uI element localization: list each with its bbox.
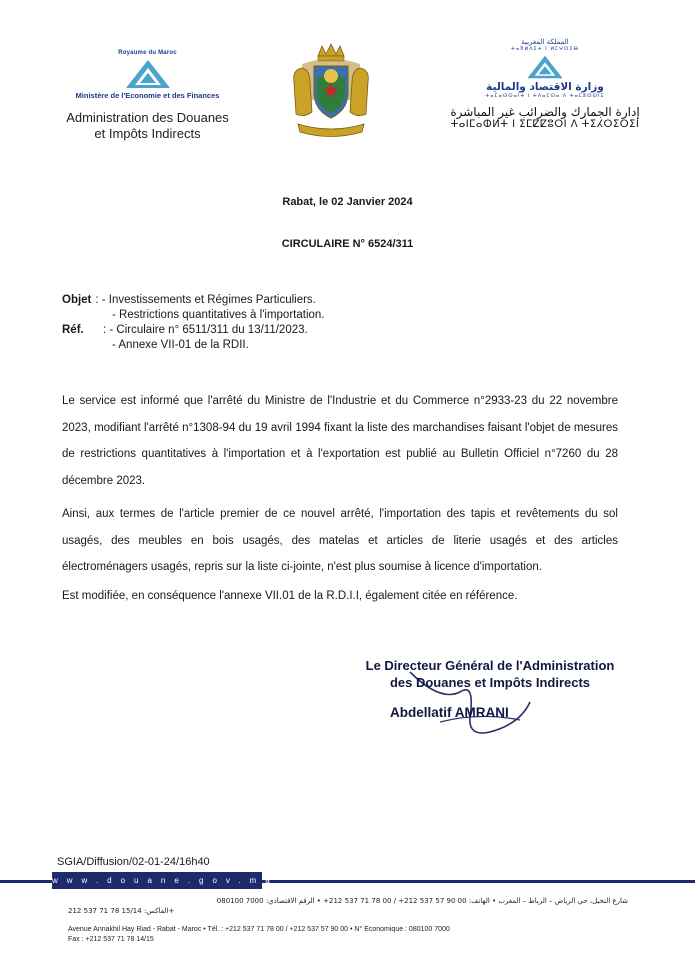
header-right bbox=[440, 38, 650, 130]
ministry-label-arabic: وزارة الاقتصاد والمالية bbox=[486, 81, 604, 93]
ref-line-2: - Annexe VII-01 de la RDII. bbox=[112, 339, 249, 351]
body-paragraph-2: Ainsi, aux termes de l'article premier de ce nouvel arrêté, l'importation des tapis et revêtements du sol usagés, des meubles en bois usagés, des matelas et articles de literie usagés et des articles électroménagers usagés, repris sur la liste ci-jointe, n'est plus soumise à licence d'importation. bbox=[62, 508, 618, 573]
footer-address bbox=[68, 896, 628, 945]
ref-label: Réf. bbox=[62, 324, 84, 336]
objet-line-1: : - Investissements et Régimes Particuliers. bbox=[95, 294, 316, 306]
date-line: Rabat, le 02 Janvier 2024 bbox=[282, 196, 413, 208]
coat-of-arms-icon bbox=[288, 42, 374, 142]
customs-logo-icon bbox=[125, 59, 171, 89]
address-french-line-1: Avenue Annakhil Hay Riad - Rabat - Maroc • Tél. : +212 537 71 78 00 / +212 537 57 90 00 • N° Economique : 080100 7000 bbox=[68, 926, 450, 933]
address-french-line-2: Fax : +212 537 71 78 14/15 bbox=[68, 936, 154, 943]
circular-title: CIRCULAIRE N° 6524/311 bbox=[281, 238, 414, 250]
body-paragraph-1: Le service est informé que l'arrêté du Ministre de l'Industrie et du Commerce n°2933-23 du 22 novembre 2023, modifiant l'arrêté n°1308-94 du 19 avril 1994 fixant la liste des marchandises faisant l'objet de mesures de restrictions quantitatives à l'importation et à l'exportation est publié au Bulletin Officiel n°7260 du 28 décembre 2023. bbox=[62, 395, 618, 487]
ministry-label-tifinagh: ⵜⴰⵎⴰⵙⵙⴰⵏⵜ ⵏ ⵜⴷⴰⵎⵙⴰ ⴷ ⵜⴰⵎⵓⵙⵙⵏⵉ bbox=[485, 93, 605, 99]
admin-label-arabic: إدارة الجمارك والضرائب غير المباشرة bbox=[450, 105, 640, 119]
signatory-title-1: Le Directeur Général de l'Administration bbox=[365, 658, 615, 673]
admin-line-2: et Impôts Indirects bbox=[94, 126, 201, 141]
signatory-name: Abdellatif AMRANI bbox=[390, 705, 509, 720]
admin-label-tifinagh: ⵜⴰⵏⵎⴰⵀⵍⵜ ⵏ ⵉⵎⵇⵇⵓⵔⵏ ⴷ ⵜⵉⵃⵔⵉⵔⵉⵏ bbox=[450, 119, 640, 130]
admin-line-1: Administration des Douanes bbox=[66, 110, 229, 125]
ministry-label: Ministère de l'Economie et des Finances bbox=[75, 91, 220, 100]
subject-reference-block bbox=[62, 293, 324, 353]
body-paragraph-3: Est modifiée, en conséquence l'annexe VII.01 de la R.D.I.I, également citée en référence. bbox=[62, 590, 518, 602]
kingdom-label-tifinagh: ⵜⴰⴳⵍⴷⵉⵜ ⵏ ⵍⵎⵖⵔⵉⴱ bbox=[511, 46, 579, 52]
kingdom-label: Royaume du Maroc bbox=[118, 50, 177, 56]
address-arabic-line-1: شارع النخيل، حي الرياض – الرباط – المغرب • الهاتف: 00 90 57 537 212+ / 00 78 71 537 212+ • الرقم الاقتصادي: 7000 080100 bbox=[216, 897, 628, 905]
header-left bbox=[40, 50, 255, 142]
objet-line-2: - Restrictions quantitatives à l'importation. bbox=[112, 309, 325, 321]
signature-block bbox=[360, 657, 620, 720]
kingdom-label-arabic: المملكة المغربية bbox=[521, 38, 569, 46]
diffusion-reference: SGIA/Diffusion/02-01-24/16h40 bbox=[57, 856, 210, 868]
customs-logo-icon-right bbox=[525, 55, 565, 79]
address-arabic-line-2: الفاكس: 15/14 78 71 537 212+ bbox=[68, 907, 175, 915]
objet-label: Objet bbox=[62, 294, 92, 306]
ref-line-1: : - Circulaire n° 6511/311 du 13/11/2023. bbox=[103, 324, 308, 336]
signatory-title-2: des Douanes et Impôts Indirects bbox=[389, 675, 591, 690]
website-link[interactable]: www.douane.gov.ma bbox=[52, 872, 262, 889]
